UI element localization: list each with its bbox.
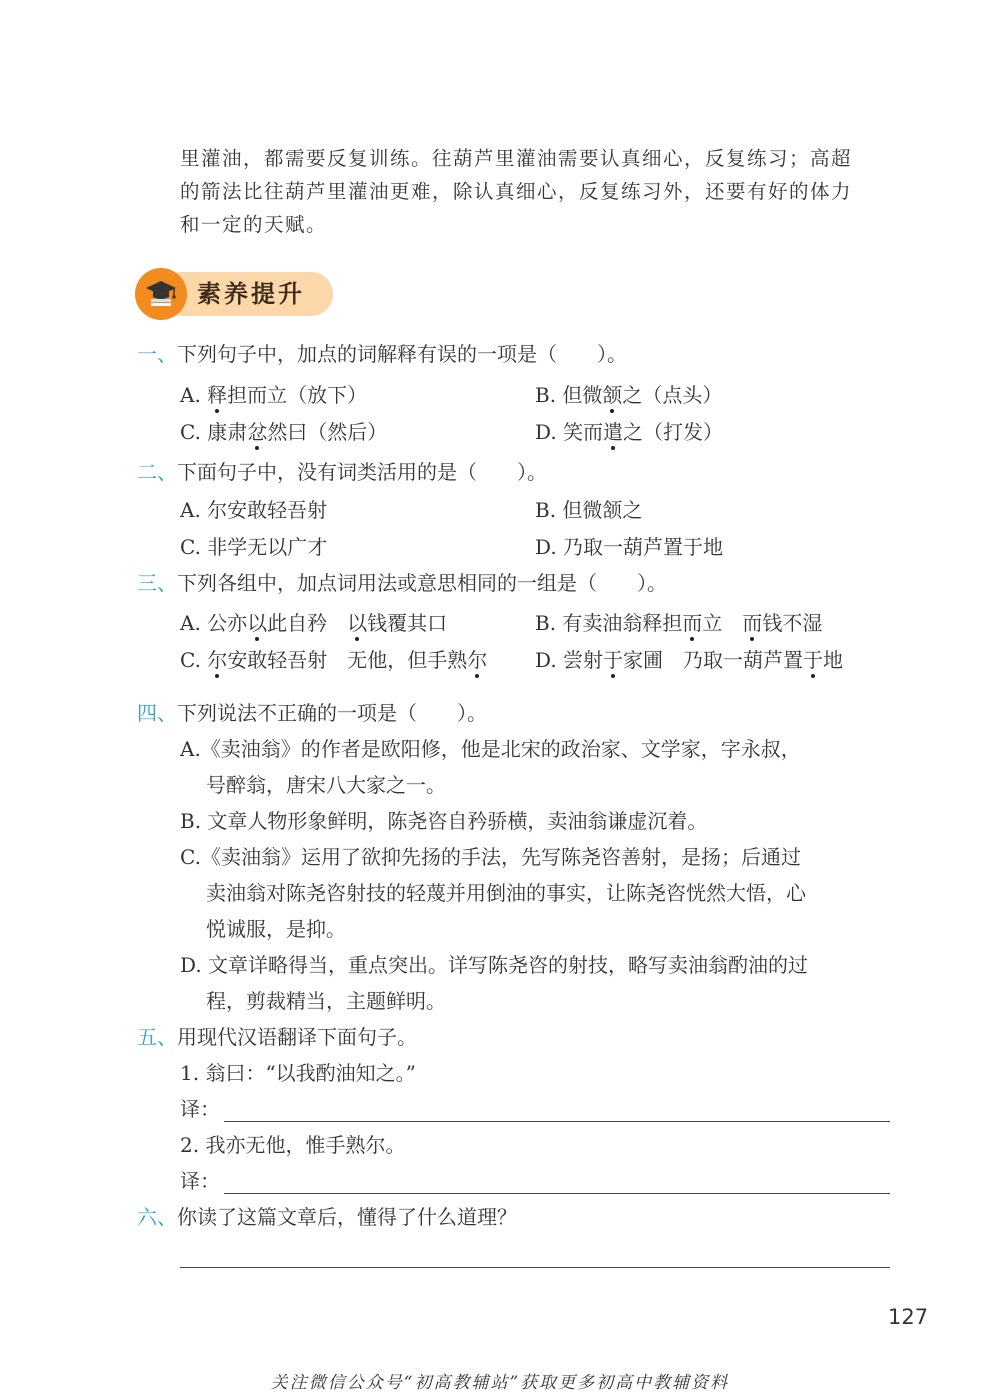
question-number: 六、 <box>137 1205 177 1229</box>
dotted-char: 尔 <box>467 648 488 672</box>
question-text: 用现代汉语翻译下面句子。 <box>177 1025 417 1049</box>
option-b <box>535 381 722 409</box>
option-text: 立 <box>702 611 743 635</box>
footer-note: 关注微信公众号“初高教辅站”获取更多初高中教辅资料 <box>270 1373 730 1393</box>
option-line: 号醉翁，唐宋八大家之一。 <box>206 773 446 797</box>
section-header <box>135 268 333 320</box>
option-a <box>180 731 895 803</box>
option-d: D. 乃取一葫芦置于地 <box>535 535 724 559</box>
question-6 <box>137 1203 517 1231</box>
question-text: 下列说法不正确的一项是（ ）。 <box>177 701 487 725</box>
option-text: 担而立（放下） <box>227 383 368 407</box>
option-text: D. 尝射 <box>535 648 604 672</box>
question-number: 二、 <box>137 460 177 484</box>
option-b: B. 但微颔之 <box>535 498 643 522</box>
intro-line: 里灌油，都需要反复训练。往葫芦里灌油需要认真细心，反复练习；高超 <box>180 147 853 170</box>
option-text: B. 有卖油翁释担 <box>535 611 683 635</box>
dotted-char: 于 <box>803 648 824 672</box>
intro-line: 的箭法比往葫芦里灌油更难，除认真细心，反复练习外，还要有好的体力 <box>180 180 853 203</box>
option-text: 然曰（然后） <box>267 420 388 444</box>
option-text: C. <box>180 648 208 672</box>
option-a <box>180 381 367 409</box>
question-1 <box>137 340 627 368</box>
option-a: A. 尔安敢轻吾射 <box>180 498 328 522</box>
question-text: 下列各组中，加点词用法或意思相同的一组是（ ）。 <box>177 571 667 595</box>
dotted-char: 而 <box>742 611 763 635</box>
answer-line-3[interactable] <box>180 1267 890 1268</box>
intro-line: 和一定的天赋。 <box>180 213 328 236</box>
section-title: 素养提升 <box>197 280 305 308</box>
option-text: 之（点头） <box>622 383 723 407</box>
question-text: 下面句子中，没有词类活用的是（ ）。 <box>177 460 547 484</box>
dotted-char: 遣 <box>603 420 624 444</box>
dotted-char: 释 <box>207 383 228 407</box>
question-2 <box>137 458 547 486</box>
option-text: 钱不湿 <box>762 611 823 635</box>
answer-line-1[interactable] <box>224 1121 890 1122</box>
intro-paragraph <box>180 142 895 241</box>
translate-label: 译： <box>180 1169 220 1193</box>
dotted-char: 而 <box>682 611 703 635</box>
page-number: 127 <box>888 1305 929 1329</box>
option-label: A. <box>180 383 208 407</box>
option-line: B. 文章人物形象鲜明，陈尧咨自矜骄横，卖油翁谦虚沉着。 <box>180 809 708 833</box>
option-text: 安敢轻吾射 无他，但手熟 <box>227 648 468 672</box>
option-text: 之（打发） <box>623 420 724 444</box>
option-line: 悦诚服，是抑。 <box>206 917 346 941</box>
question-number: 三、 <box>137 571 177 595</box>
dotted-char: 以 <box>347 611 368 635</box>
option-text: 钱覆其口 <box>367 611 448 635</box>
option-c <box>180 839 895 947</box>
option-b <box>535 609 822 637</box>
question-4 <box>137 699 487 727</box>
option-label: D. 笑而 <box>535 420 604 444</box>
sentence-1: 1. 翁曰：“以我酌油知之。” <box>180 1061 416 1085</box>
option-b <box>180 803 895 839</box>
question-text: 下列句子中，加点的词解释有误的一项是（ ）。 <box>177 342 627 366</box>
option-a <box>180 609 447 637</box>
dotted-char: 忿 <box>247 420 268 444</box>
option-c <box>180 418 387 446</box>
option-line: 程，剪裁精当，主题鲜明。 <box>206 989 446 1013</box>
option-d <box>180 947 895 1019</box>
graduation-cap-icon <box>144 277 178 311</box>
sentence-2: 2. 我亦无他，惟手熟尔。 <box>180 1133 406 1157</box>
question-number: 一、 <box>137 342 177 366</box>
option-text: 地 <box>823 648 844 672</box>
question-number: 五、 <box>137 1025 177 1049</box>
option-line: D. 文章详略得当，重点突出。详写陈尧咨的射技，略写卖油翁酌油的过 <box>180 953 809 977</box>
question-number: 四、 <box>137 701 177 725</box>
option-text: 此自矜 <box>267 611 348 635</box>
option-text: 家圃 乃取一葫芦置 <box>623 648 804 672</box>
option-line: A.《卖油翁》的作者是欧阳修，他是北宋的政治家、文学家，字永叔， <box>180 737 801 761</box>
option-line: C.《卖油翁》运用了欲抑先扬的手法，先写陈尧咨善射，是扬；后通过 <box>180 845 801 869</box>
option-text: A. 公亦 <box>180 611 248 635</box>
option-label: C. 康肃 <box>180 420 248 444</box>
dotted-char: 尔 <box>207 648 228 672</box>
option-c: C. 非学无以广才 <box>180 535 328 559</box>
dotted-char: 于 <box>603 648 624 672</box>
option-d <box>535 418 723 446</box>
question-text: 你读了这篇文章后，懂得了什么道理？ <box>177 1205 517 1229</box>
dotted-char: 颔 <box>602 383 623 407</box>
option-label: B. 但微 <box>535 383 603 407</box>
question-3 <box>137 569 667 597</box>
question-5 <box>137 1023 417 1051</box>
translate-label: 译： <box>180 1097 220 1121</box>
dotted-char: 以 <box>247 611 268 635</box>
option-c <box>180 646 487 674</box>
option-d <box>535 646 843 674</box>
answer-line-2[interactable] <box>224 1193 890 1194</box>
option-line: 卖油翁对陈尧咨射技的轻蔑并用倒油的事实，让陈尧咨恍然大悟，心 <box>206 881 806 905</box>
section-header-badge <box>135 268 187 320</box>
